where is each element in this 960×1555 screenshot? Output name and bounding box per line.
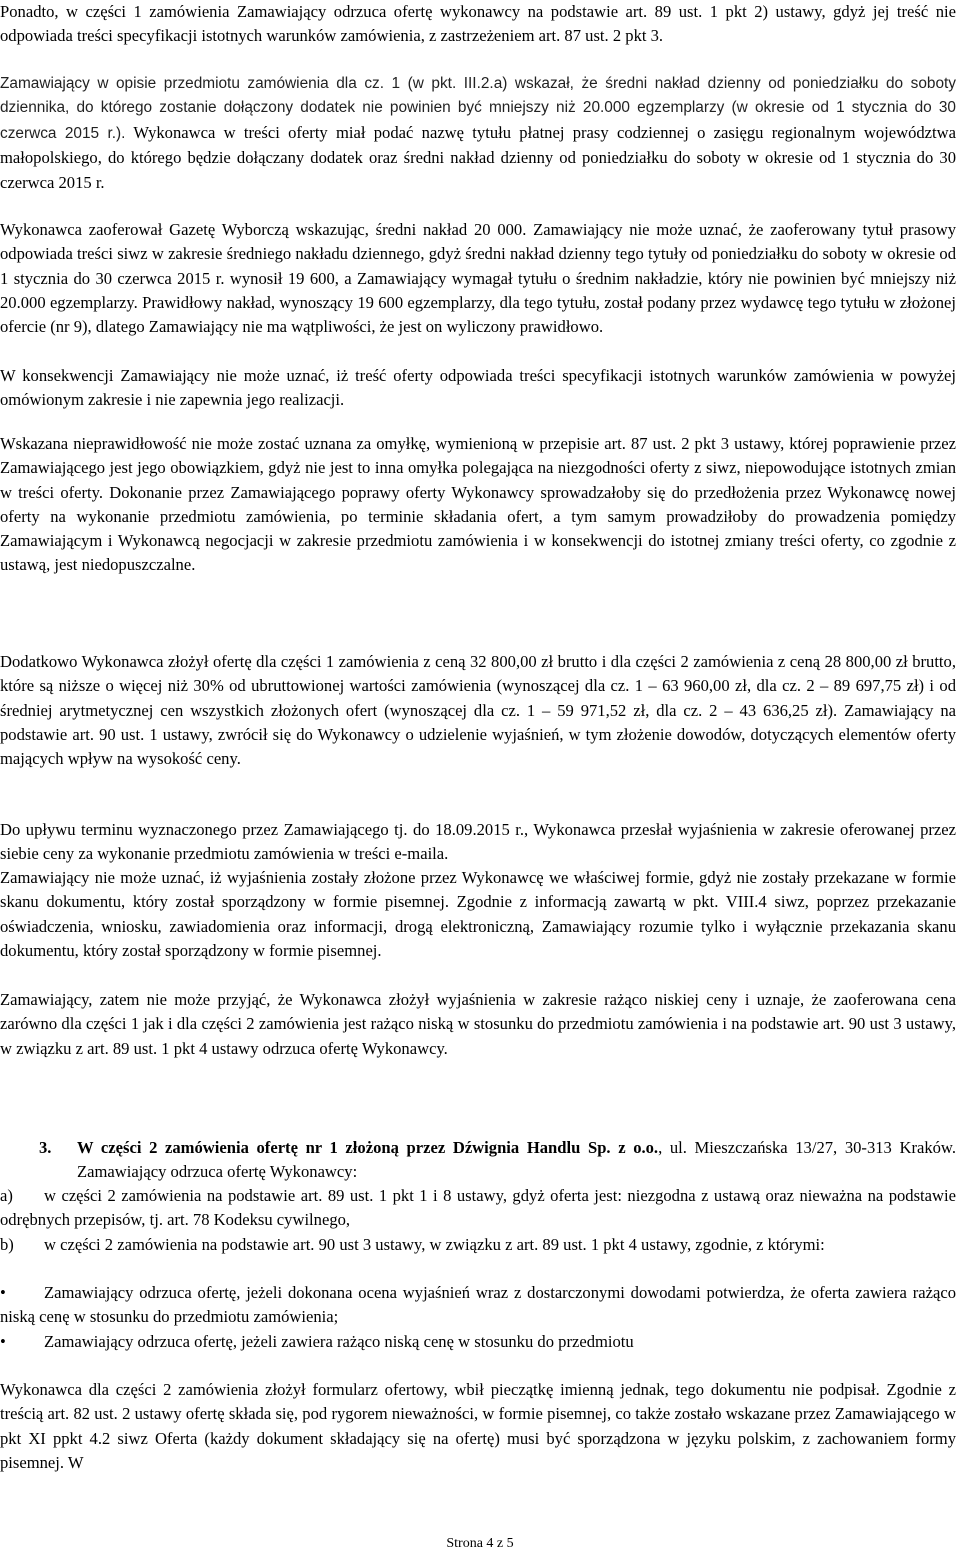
- section-3-heading-rest: , ul. Mieszczańska 13/27, 30-313 Kraków. Zamawiający odrzuca ofertę Wykonawcy:: [77, 1138, 956, 1182]
- section-3-number: 3.: [39, 1138, 52, 1157]
- section-3-heading: [77, 1136, 956, 1185]
- bullet-1-symbol: •: [0, 1283, 6, 1302]
- wykonawca-tytul-text: Wykonawca w treści oferty miał podać nazwę tytułu płatnej prasy codziennej o zasięgu regionalnym województwa małopolskiego, do którego będzie dołączany dodatek oraz średni nakład dzienny od poniedziałku do soboty w okresie od 1 stycznia do 30 czerwca 2015 r.: [0, 122, 956, 193]
- section-3-bullet-1: [0, 1281, 956, 1330]
- paragraph-opis-przedmiotu: [0, 72, 956, 196]
- bullet-1-text: Zamawiający odrzuca ofertę, jeżeli dokonana ocena wyjaśnień wraz z dostarczonymi dowodami potwierdza, że oferta zawiera rażąco niską cenę w stosunku do przedmiotu zamówienia;: [0, 1283, 956, 1327]
- paragraph-forma: Zamawiający nie może uznać, iż wyjaśnienia zostały złożone przez Wykonawcę we właściwej formie, gdyż nie zostały przekazane w formie skanu dokumentu, który został sporządzony w formie pisemnej. Zgodnie z informacją zawartą w pkt. VIII.4 siwz, poprzez przekazanie oświadczenia, wniosku, zawiadomienia oraz informacji, drogą elektroniczną, Zamawiający rozumie tylko i wyłącznie przekazania skanu dokumentu, który został sporządzony w formie pisemnej.: [0, 868, 956, 960]
- paragraph-omylka: Wskazana nieprawidłowość nie może zostać uznana za omyłkę, wymienioną w przepisie art. 87 ust. 2 pkt 3 ustawy, której poprawienie przez Zamawiającego jest jego obowiązkiem, gdyż nie jest to inna omyłka polegająca na niezgodności oferty z siwz, niepowodujące istotnych zmian w treści oferty. Dokonanie przez Zamawiającego poprawy oferty Wykonawcy sprowadzałoby się do przedłożenia przez Wykonawcę nowej oferty na wykonanie przedmiotu zamówienia, po terminie składania ofert, a tym samym prowadziłoby do prowadzenia pomiędzy Zamawiającym i Wykonawcą negocjacji w zakresie przedmiotu zamówienia i w konsekwencji do istotnej zmiany treści oferty, co zgodnie z ustawą, jest niedopuszczalne.: [0, 434, 956, 575]
- paragraph-konsekwencja: W konsekwencji Zamawiający nie może uznać, iż treść oferty odpowiada treści specyfikacji istotnych warunków zamówienia w powyżej omówionym zakresie i nie zapewnia jego realizacji.: [0, 366, 956, 410]
- paragraph-odrzuca: Zamawiający, zatem nie może przyjąć, że Wykonawca złożył wyjaśnienia w zakresie rażąco niskiej ceny i uznaje, że zaoferowana cena zarówno dla części 1 jak i dla części 2 zamówienia jest rażąco niską w stosunku do przedmiotu zamówienia i na podstawie art. 90 ust 3 ustawy, w związku z art. 89 ust. 1 pkt 4 ustawy odrzuca ofertę Wykonawcy.: [0, 990, 956, 1058]
- bullet-2-symbol: •: [0, 1332, 6, 1351]
- bullet-2-text: Zamawiający odrzuca ofertę, jeżeli zawiera rażąco niską cenę w stosunku do przedmiotu: [44, 1332, 634, 1351]
- section-3-heading-bold: W części 2 zamówienia ofertę nr 1 złożoną przez Dźwignia Handlu Sp. z o.o.: [77, 1138, 659, 1157]
- paragraph-termin: Do upływu terminu wyznaczonego przez Zamawiającego tj. do 18.09.2015 r., Wykonawca przesłał wyjaśnienia w zakresie oferowanej przez siebie ceny za wykonanie przedmiotu zamówienia w treści e-maila.: [0, 820, 956, 864]
- paragraph-dodatkowo: Dodatkowo Wykonawca złożył ofertę dla części 1 zamówienia z ceną 32 800,00 zł brutto i dla części 2 zamówienia z ceną 28 800,00 zł brutto, które są niższe o więcej niż 30% od ubruttowionej wartości zamówienia (wynoszącej dla cz. 1 – 63 960,00 zł, dla cz. 2 – 89 697,75 zł) i od średniej arytmetycznej cen wszystkich złożonych ofert (wynoszącej dla cz. 1 – 59 971,52 zł, dla cz. 2 – 43 636,25 zł). Zamawiający na podstawie art. 90 ust. 1 ustawy, zwrócił się do Wykonawcy o udzielenie wyjaśnień, w tym złożenie dowodów, dotyczących elementów oferty mających wpływ na wysokość ceny.: [0, 652, 956, 769]
- item-a-label: a): [0, 1186, 13, 1205]
- page-footer: Strona 4 z 5: [446, 1536, 514, 1551]
- item-b-text: w części 2 zamówienia na podstawie art. 90 ust 3 ustawy, w związku z art. 89 ust. 1 pkt 4 ustawy, zgodnie, z którymi:: [44, 1235, 825, 1254]
- paragraph-formularz: Wykonawca dla części 2 zamówienia złożył formularz ofertowy, wbił pieczątkę imienną jednak, tego dokumentu nie podpisał. Zgodnie z treścią art. 82 ust. 2 ustawy ofertę składa się, pod rygorem nieważności, w formie pisemnej, co także zostało wskazane przez Zamawiającego w pkt XI ppkt 4.2 siwz Oferta (każdy dokument składający się na ofertę) musi być sporządzona w języku polskim, z zachowaniem formy pisemnej. W: [0, 1380, 956, 1472]
- section-3-bullet-2: [0, 1330, 956, 1354]
- paragraph-intro: Ponadto, w części 1 zamówienia Zamawiający odrzuca ofertę wykonawcy na podstawie art. 89 ust. 1 pkt 2) ustawy, gdyż jej treść nie odpowiada treści specyfikacji istotnych warunków zamówienia, z zastrzeżeniem art. 87 ust. 2 pkt 3.: [0, 2, 956, 46]
- section-3-item-b: [0, 1233, 956, 1257]
- section-3-item-a: [0, 1184, 956, 1233]
- item-b-label: b): [0, 1235, 14, 1254]
- item-a-text: w części 2 zamówienia na podstawie art. 89 ust. 1 pkt 1 i 8 ustawy, gdyż oferta jest: niezgodna z ustawą oraz nieważna na podstawie odrębnych przepisów, tj. art. 78 Kodeksu cywilnego,: [0, 1186, 956, 1230]
- paragraph-gazeta: Wykonawca zaoferował Gazetę Wyborczą wskazując, średni nakład 20 000. Zamawiający nie może uznać, że zaoferowany tytuł prasowy odpowiada treści siwz w zakresie średniego nakładu dziennego, gdyż średni nakład dzienny tego tytuły od poniedziałku do soboty w okresie od 1 stycznia do 30 czerwca 2015 r. wynosił 19 600, a Zamawiający wymagał tytułu o średnim nakładzie, który nie powinien być mniejszy niż 20.000 egzemplarzy. Prawidłowy nakład, wynoszący 19 600 egzemplarzy, dla tego tytułu, został podany przez wydawcę tego tytułu w złożonej ofercie (nr 9), dlatego Zamawiający nie ma wątpliwości, że jest on wyliczony prawidłowo.: [0, 220, 956, 337]
- opis-przedmiotu-text: Zamawiający w opisie przedmiotu zamówienia dla cz. 1 (w pkt. III.2.a) wskazał, że średni nakład dzienny od poniedziałku do soboty dziennika, do którego zostanie dołączony dodatek nie powinien być mniejszy niż 20.000 egzemplarzy (w okresie od 1 stycznia do 30 czerwca 2015 r.).: [0, 75, 956, 142]
